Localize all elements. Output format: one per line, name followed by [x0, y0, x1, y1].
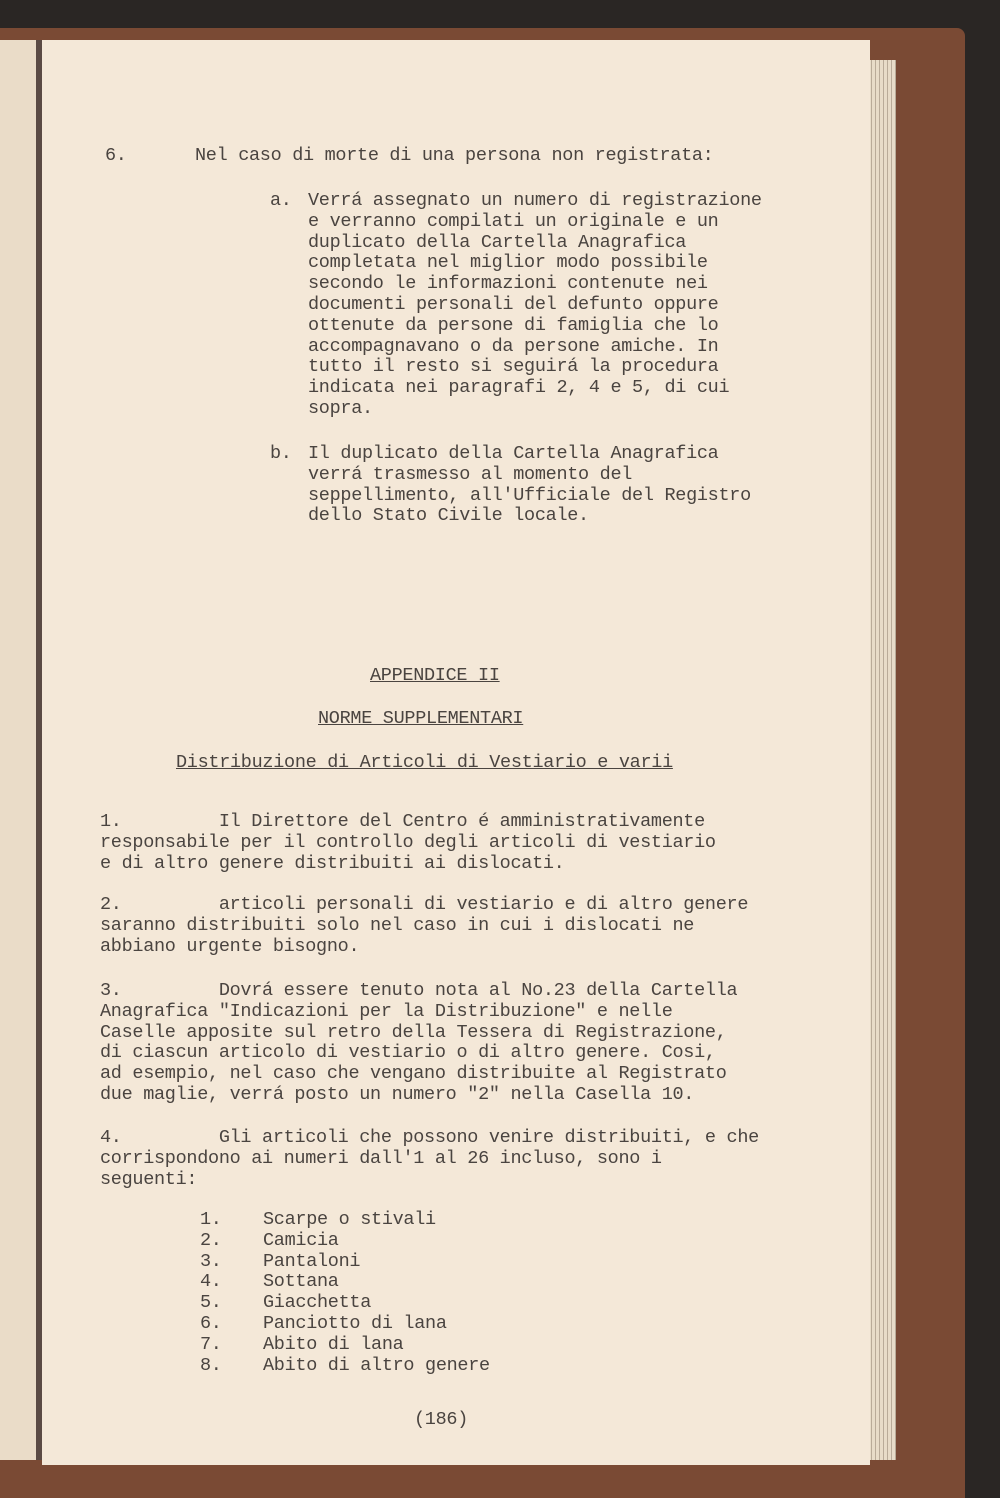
page-number: (186)	[414, 1409, 469, 1430]
paragraph-4-number: 4.	[100, 1127, 122, 1148]
section-title: Distribuzione di Articoli di Vestiario e varii	[176, 752, 673, 773]
list-item: Panciotto di lana	[263, 1313, 447, 1334]
list-item-number: 5.	[200, 1292, 222, 1314]
paragraph-1-block	[100, 812, 716, 874]
list-item-number: 6.	[200, 1313, 222, 1334]
list-item-number: 1.	[200, 1209, 222, 1230]
paragraph-3: Dovrá essere tenuto nota al No.23 della Cartella Anagrafica "Indicazioni per la Distribuzione" e nelle Caselle apposite sul retro della Tessera di Registrazione, di ciascun articolo di vestiario o di altro genere. Cosi, ad esempio, nel caso che vengano distribuite al Registrato due maglie, verrá posto un numero "2" nella Casella 10.	[100, 980, 738, 1105]
list-item: Giacchetta	[263, 1292, 372, 1314]
item-b-label: b.	[270, 443, 292, 464]
paragraph-2: articoli personali di vestiario e di altro genere saranno distribuiti solo nel caso in cui i dislocati ne abbiano urgente bisogno.	[100, 894, 749, 957]
item-b-text: Il duplicato della Cartella Anagrafica verrá trasmesso al momento del seppellimento, all'Ufficiale del Registro dello Stato Civile locale.	[308, 443, 751, 527]
section-number: 6.	[105, 145, 127, 166]
list-item: Sottana	[263, 1271, 339, 1293]
list-item: Camicia	[263, 1229, 339, 1251]
paragraph-2-number: 2.	[100, 894, 122, 915]
list-item: Abito di lana	[263, 1333, 404, 1355]
appendix-subtitle: NORME SUPPLEMENTARI	[318, 708, 524, 729]
paragraph-1-number: 1.	[100, 811, 122, 832]
list-item-number: 8.	[200, 1354, 222, 1376]
list-item: Scarpe o stivali	[263, 1209, 436, 1230]
section-heading: Nel caso di morte di una persona non registrata:	[195, 145, 714, 166]
item-a-text: Verrá assegnato un numero di registrazione e verranno compilati un originale e un duplicato della Cartella Anagrafica completata nel miglior modo possibile secondo le informazioni contenute nei documenti personali del defunto oppure ottenute da persone di famiglia che lo accompagnavano o da persone amiche. In tutto il resto si seguirá la procedura indicata nei paragrafi 2, 4 e 5, di cui sopra.	[308, 190, 762, 419]
paragraph-3-block	[100, 981, 737, 1106]
facing-page-edge	[0, 40, 36, 1460]
list-item-number: 2.	[200, 1229, 222, 1251]
appendix-title: APPENDICE II	[370, 665, 500, 686]
paragraph-2-block	[100, 895, 748, 957]
paragraph-4: Gli articoli che possono venire distribuiti, e che corrispondono ai numeri dall'1 al 26 incluso, sono i seguenti:	[100, 1127, 759, 1190]
paragraph-4-block	[100, 1128, 759, 1190]
paragraph-1: Il Direttore del Centro é amministrativamente responsabile per il controllo degli articoli di vestiario e di altro genere distribuiti ai dislocati.	[100, 811, 716, 874]
page-edges	[868, 60, 896, 1460]
list-item-number: 7.	[200, 1333, 222, 1355]
list-item: Pantaloni	[263, 1250, 361, 1272]
list-item-number: 3.	[200, 1250, 222, 1272]
list-item-number: 4.	[200, 1271, 222, 1293]
list-item: Abito di altro genere	[263, 1354, 490, 1376]
item-a-label: a.	[270, 190, 292, 211]
paragraph-3-number: 3.	[100, 980, 122, 1001]
